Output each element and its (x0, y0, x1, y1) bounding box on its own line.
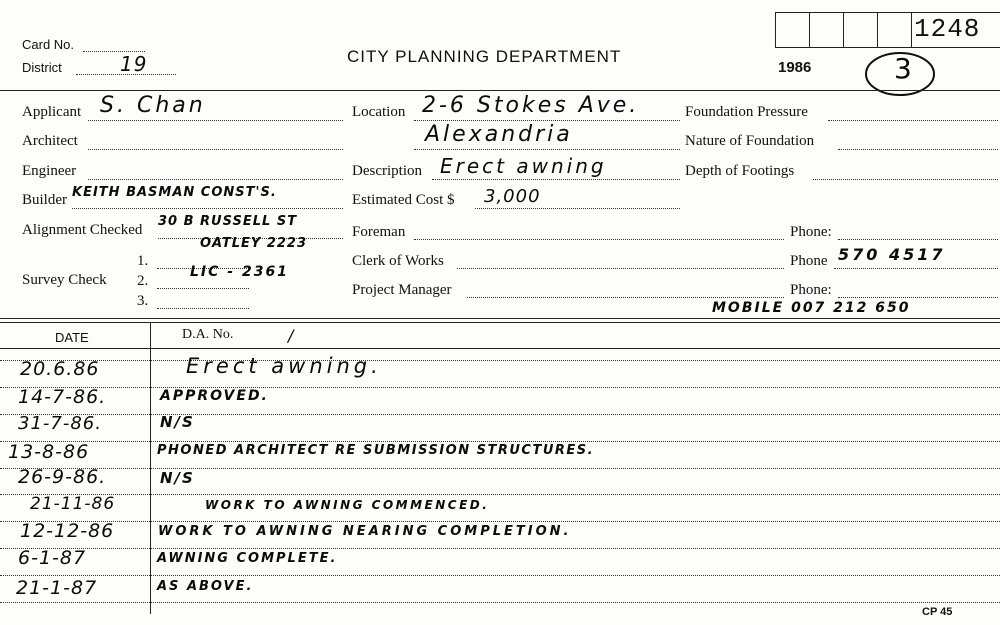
architect-label: Architect (22, 133, 78, 149)
description-value: Erect awning (440, 154, 607, 178)
project-manager-line (467, 297, 784, 298)
phone-label-1: Phone: (790, 224, 832, 240)
log-header-line (0, 348, 1000, 349)
log-date: 31-7-86. (18, 413, 102, 434)
log-date: 26-9-86. (18, 466, 107, 488)
log-row-line (0, 387, 1000, 388)
card-no-label: Card No. (22, 37, 75, 52)
log-note: AS ABOVE. (157, 579, 254, 594)
log-divider-top (0, 318, 1000, 319)
mobile-value: MOBILE 007 212 650 (712, 300, 911, 316)
applicant-label: Applicant (22, 104, 82, 120)
log-note: APPROVED. (160, 388, 269, 404)
estimated-cost-line (475, 208, 680, 209)
card-number: 1248 (914, 14, 981, 44)
year: 1986 (778, 59, 812, 76)
builder-line (72, 208, 343, 209)
date-column-header: DATE (55, 330, 89, 345)
log-row-line (0, 468, 1000, 469)
engineer-label: Engineer (22, 163, 77, 179)
phone-label-3: Phone: (790, 282, 832, 298)
foundation-pressure-label: Foundation Pressure (685, 104, 808, 120)
log-date: 14-7-86. (18, 386, 107, 408)
alignment-label: Alignment Checked (22, 222, 143, 238)
log-row-line (0, 521, 1000, 522)
log-note: WORK TO AWNING COMMENCED. (205, 498, 490, 512)
log-note: N/S (160, 413, 195, 431)
number-box (912, 13, 1000, 47)
survey-2-value: LIC - 2361 (190, 264, 289, 280)
description-label: Description (352, 163, 422, 179)
log-row-line (0, 441, 1000, 442)
log-row-line (0, 548, 1000, 549)
engineer-line (88, 179, 343, 180)
phone-line-2 (834, 268, 998, 269)
phone-line-1 (838, 239, 998, 240)
foundation-pressure-line (828, 120, 998, 121)
description-line (432, 179, 680, 180)
builder-value: KEITH BASMAN CONST'S. (72, 185, 277, 200)
applicant-value: S. Chan (100, 93, 206, 118)
card-number-boxes (775, 12, 1000, 48)
estimated-cost-label: Estimated Cost $ (352, 192, 455, 208)
phone-label-2: Phone (790, 253, 828, 269)
da-value: / (288, 326, 295, 345)
number-box (776, 13, 810, 47)
log-note: PHONED ARCHITECT RE SUBMISSION STRUCTURES. (157, 443, 595, 458)
survey-1: 1. (137, 253, 149, 269)
log-note: N/S (160, 469, 195, 487)
district-label: District (22, 60, 62, 75)
log-row-line (0, 414, 1000, 415)
nature-foundation-label: Nature of Foundation (685, 133, 815, 149)
estimated-cost-value: 3,000 (484, 186, 541, 207)
location-value-2: Alexandria (425, 122, 573, 147)
department-title: CITY PLANNING DEPARTMENT (347, 47, 622, 66)
log-date: 21-11-86 (30, 494, 116, 514)
alignment-value-2: OATLEY 2223 (200, 236, 308, 251)
architect-line (88, 149, 343, 150)
da-column-header: D.A. No. (182, 327, 234, 342)
depth-footings-label: Depth of Footings (685, 163, 795, 179)
phone-line-3 (838, 297, 998, 298)
log-date: 6-1-87 (18, 547, 87, 569)
log-row-line (0, 494, 1000, 495)
project-manager-label: Project Manager (352, 282, 452, 298)
log-note: AWNING COMPLETE. (157, 551, 338, 566)
survey-check-label: Survey Check (22, 272, 107, 288)
log-note: Erect awning. (186, 354, 382, 378)
clerk-label: Clerk of Works (352, 253, 444, 269)
log-date: 13-8-86 (8, 441, 90, 463)
applicant-line (88, 120, 343, 121)
location-line-2 (414, 149, 680, 150)
log-row-line (0, 360, 1000, 361)
number-box (844, 13, 878, 47)
clerk-line (457, 268, 784, 269)
survey-3-line (157, 308, 249, 309)
foreman-label: Foreman (352, 224, 406, 240)
nature-foundation-line (838, 149, 998, 150)
location-line (414, 120, 680, 121)
log-note: WORK TO AWNING NEARING COMPLETION. (158, 524, 572, 539)
log-date: 21-1-87 (16, 577, 98, 599)
survey-3: 3. (137, 293, 149, 309)
log-date: 20.6.86 (20, 358, 100, 380)
number-box (878, 13, 912, 47)
form-code: CP 45 (922, 606, 953, 618)
depth-footings-line (813, 179, 998, 180)
header-divider (0, 90, 1000, 91)
log-row-line (0, 575, 1000, 576)
builder-label: Builder (22, 192, 67, 208)
log-date: 12-12-86 (20, 520, 115, 542)
log-row-line (0, 602, 1000, 603)
number-box (810, 13, 844, 47)
location-label: Location (352, 104, 406, 120)
survey-2-line (157, 288, 249, 289)
district-value: 19 (120, 52, 148, 76)
phone-value-2: 570 4517 (838, 245, 946, 264)
alignment-value: 30 B RUSSELL ST (158, 214, 298, 229)
location-value: 2-6 Stokes Ave. (422, 93, 640, 118)
survey-2: 2. (137, 273, 149, 289)
foreman-line (414, 239, 784, 240)
circled-mark-value: 3 (894, 52, 913, 85)
